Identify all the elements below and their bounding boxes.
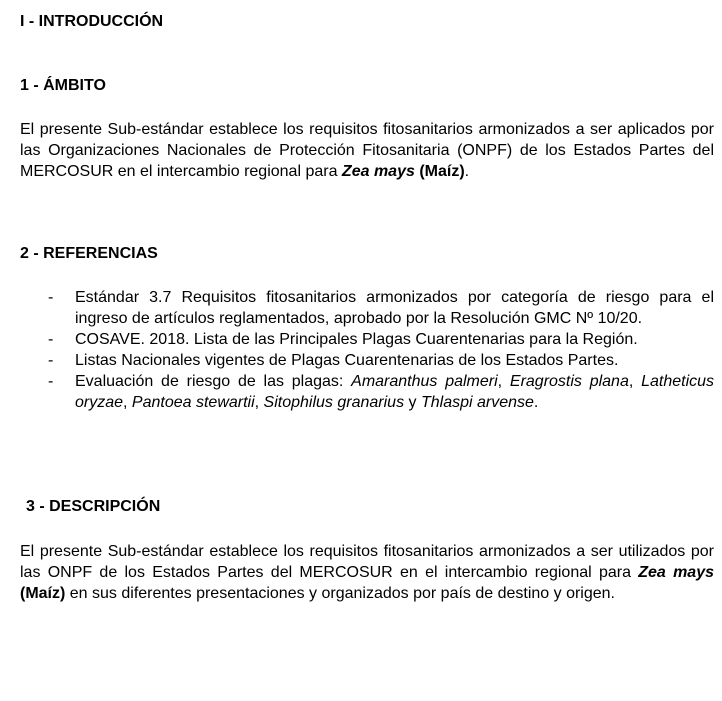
ambito-common-name: (Maíz) (419, 163, 465, 180)
pest-species: Amaranthus palmeri (351, 373, 498, 390)
separator: , (123, 394, 132, 411)
pest-species: Pantoea stewartii (131, 394, 255, 411)
section-heading-introduccion: I - INTRODUCCIÓN (20, 13, 164, 30)
section-heading-ambito: 1 - ÁMBITO (20, 77, 106, 94)
reference-item (20, 350, 714, 371)
conjunction: y (404, 394, 421, 411)
separator: , (497, 373, 510, 390)
pest-species: Latheticus oryzae (75, 373, 715, 411)
separator: , (254, 394, 264, 411)
reference-text: Estándar 3.7 Requisitos fitosanitarios armonizados por categoría de riesgo para el ingreso de artículos reglamentados, aprobado por la Resolución GMC Nº 10/20. (75, 289, 714, 327)
ambito-text-end: . (464, 163, 470, 180)
descripcion-text: El presente Sub-estándar establece los requisitos fitosanitarios armonizados a ser utilizados por las ONPF de los Estados Partes del MERCOSUR en el intercambio regional para (20, 543, 714, 581)
reference-text: Listas Nacionales vigentes de Plagas Cuarentenarias de los Estados Partes. (75, 352, 619, 369)
bullet-dash: - (48, 289, 54, 306)
reference-item (20, 371, 714, 413)
reference-prefix: Evaluación de riesgo de las plagas: (75, 373, 352, 390)
ambito-paragraph (20, 119, 714, 182)
pest-species: Eragrostis plana (509, 373, 629, 390)
reference-text: COSAVE. 2018. Lista de las Principales Plagas Cuarentenarias para la Región. (75, 331, 638, 348)
bullet-dash: - (48, 331, 54, 348)
section-heading-descripcion: 3 - DESCRIPCIÓN (26, 498, 161, 515)
references-list (20, 287, 714, 413)
descripcion-common-name: (Maíz) (20, 585, 66, 602)
separator: , (628, 373, 642, 390)
descripcion-text-end: en sus diferentes presentaciones y organizados por país de destino y origen. (65, 585, 615, 602)
descripcion-paragraph (20, 541, 714, 604)
bullet-dash: - (48, 352, 54, 369)
period: . (533, 394, 539, 411)
pest-species: Sitophilus granarius (263, 394, 405, 411)
ambito-species: Zea mays (341, 163, 415, 180)
descripcion-species: Zea mays (638, 564, 715, 581)
ambito-text: El presente Sub-estándar establece los requisitos fitosanitarios armonizados a ser aplicados por las Organizaciones Nacionales de Protección Fitosanitaria (ONPF) de los Estados Partes del MERCOSUR en el intercambio regional para (20, 121, 714, 180)
bullet-dash: - (48, 373, 54, 390)
section-heading-referencias: 2 - REFERENCIAS (20, 245, 158, 262)
reference-item (20, 329, 714, 350)
reference-item (20, 287, 714, 329)
pest-species: Thlaspi arvense (420, 394, 534, 411)
